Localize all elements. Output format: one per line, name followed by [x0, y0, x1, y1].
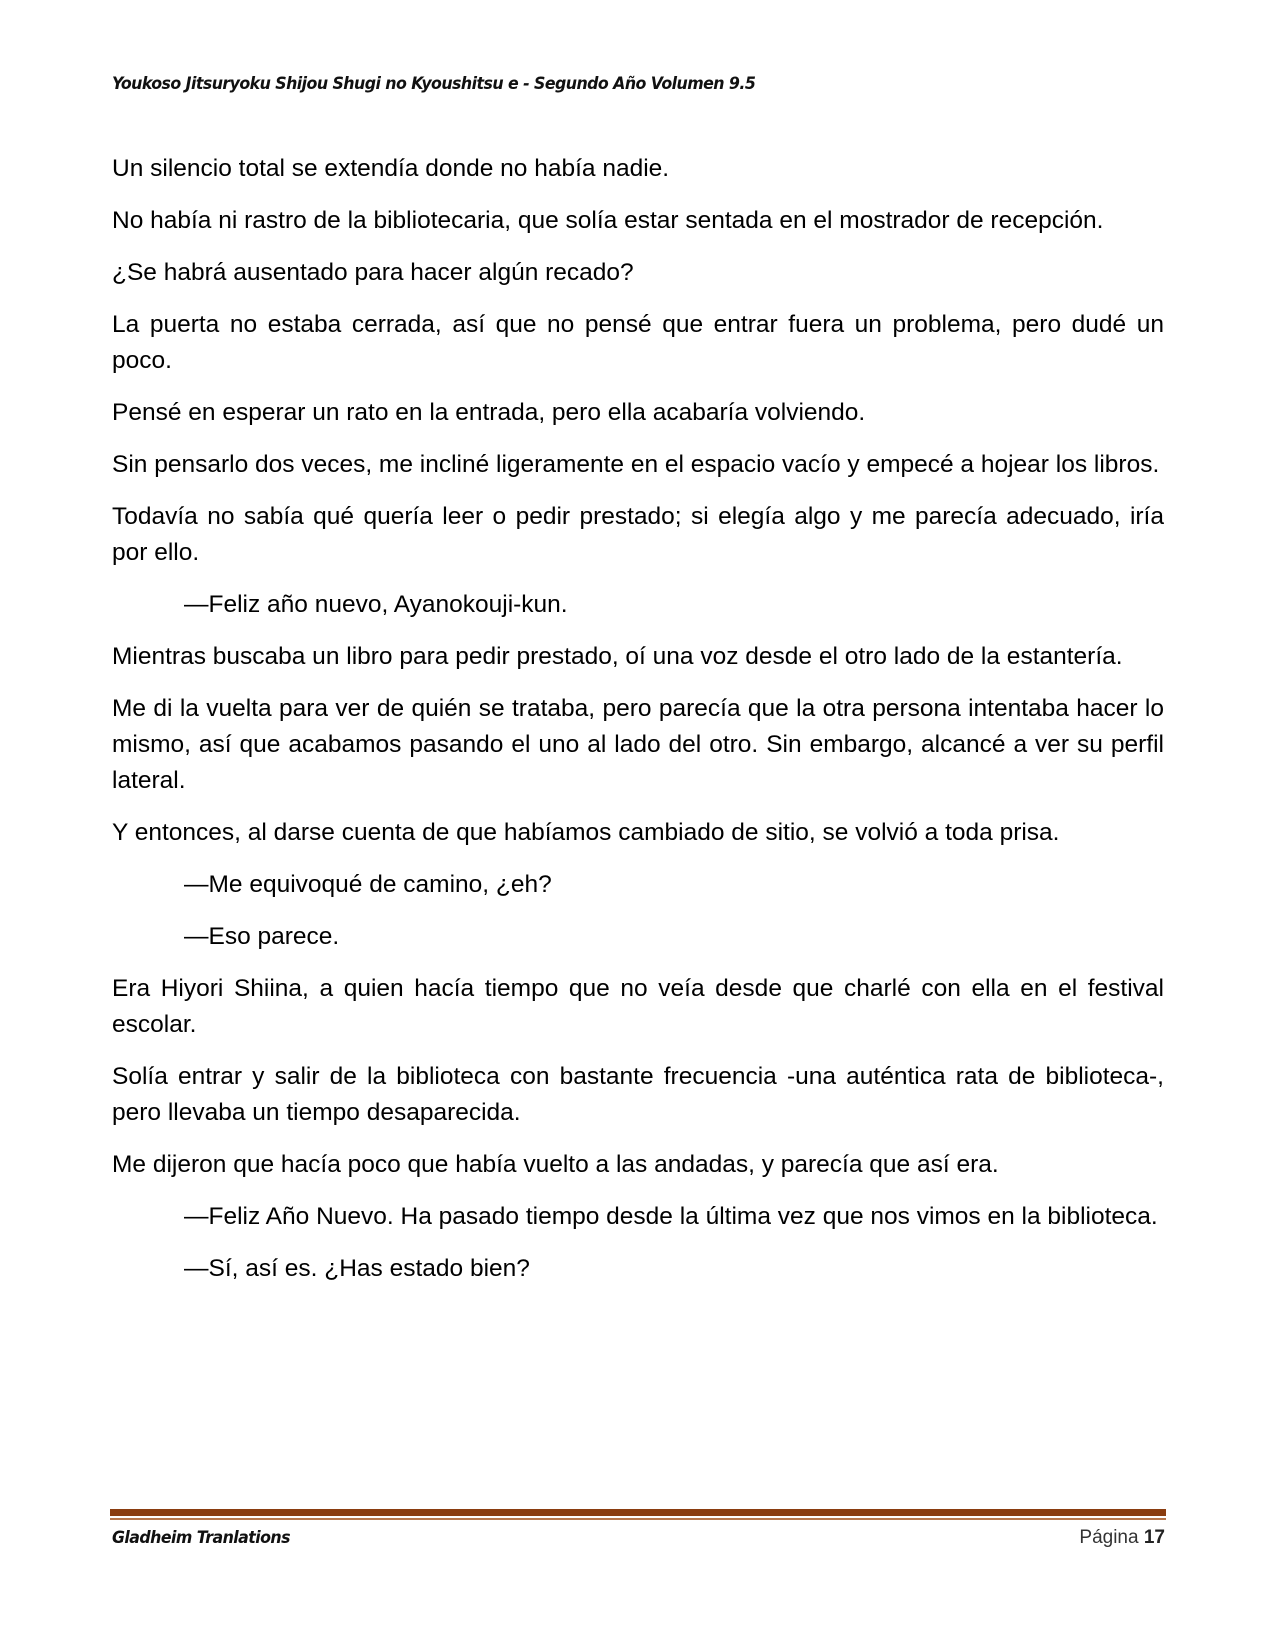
- paragraph: ¿Se habrá ausentado para hacer algún recado?: [112, 259, 634, 286]
- page-number: 17: [1143, 1527, 1165, 1548]
- paragraph: Solía entrar y salir de la biblioteca con bastante frecuencia -una auténtica rata de biblioteca-, pero llevaba un tiempo desaparecida.: [112, 1063, 1164, 1126]
- paragraph: La puerta no estaba cerrada, así que no pensé que entrar fuera un problema, pero dudé un poco.: [112, 311, 1164, 374]
- paragraph: Y entonces, al darse cuenta de que habíamos cambiado de sitio, se volvió a toda prisa.: [112, 819, 1060, 846]
- footer-divider: [110, 1509, 1166, 1520]
- dialogue-line: —Feliz Año Nuevo. Ha pasado tiempo desde la última vez que nos vimos en la biblioteca.: [184, 1203, 1158, 1230]
- paragraph: Me dijeron que hacía poco que había vuelto a las andadas, y parecía que así era.: [112, 1151, 999, 1178]
- paragraph: No había ni rastro de la bibliotecaria, que solía estar sentada en el mostrador de recepción.: [112, 207, 1104, 234]
- dialogue-line: —Eso parece.: [184, 923, 340, 950]
- paragraph: Era Hiyori Shiina, a quien hacía tiempo que no veía desde que charlé con ella en el festival escolar.: [112, 975, 1164, 1038]
- paragraph: Me di la vuelta para ver de quién se trataba, pero parecía que la otra persona intentaba hacer lo mismo, así que acabamos pasando el uno al lado del otro. Sin embargo, alcancé a ver su perfil lateral.: [112, 695, 1164, 794]
- dialogue-line: —Feliz año nuevo, Ayanokouji-kun.: [184, 591, 568, 618]
- body-text: [112, 151, 1164, 1303]
- footer-credit: Gladheim Tranlations: [112, 1528, 290, 1548]
- running-header-title: Youkoso Jitsuryoku Shijou Shugi no Kyoushitsu e - Segundo Año Volumen 9.5: [112, 74, 756, 94]
- paragraph: Un silencio total se extendía donde no había nadie.: [112, 155, 670, 182]
- paragraph: Sin pensarlo dos veces, me incliné ligeramente en el espacio vacío y empecé a hojear los libros.: [112, 451, 1160, 478]
- paragraph: Mientras buscaba un libro para pedir prestado, oí una voz desde el otro lado de la estantería.: [112, 643, 1123, 670]
- footer-divider-thin: [110, 1518, 1166, 1520]
- footer-divider-thick: [110, 1509, 1166, 1516]
- dialogue-line: —Sí, así es. ¿Has estado bien?: [184, 1255, 530, 1282]
- page-number-label: [1079, 1527, 1165, 1549]
- page-label: Página: [1079, 1527, 1139, 1548]
- paragraph: Todavía no sabía qué quería leer o pedir prestado; si elegía algo y me parecía adecuado, iría por ello.: [112, 503, 1164, 566]
- dialogue-line: —Me equivoqué de camino, ¿eh?: [184, 871, 552, 898]
- paragraph: Pensé en esperar un rato en la entrada, pero ella acabaría volviendo.: [112, 399, 866, 426]
